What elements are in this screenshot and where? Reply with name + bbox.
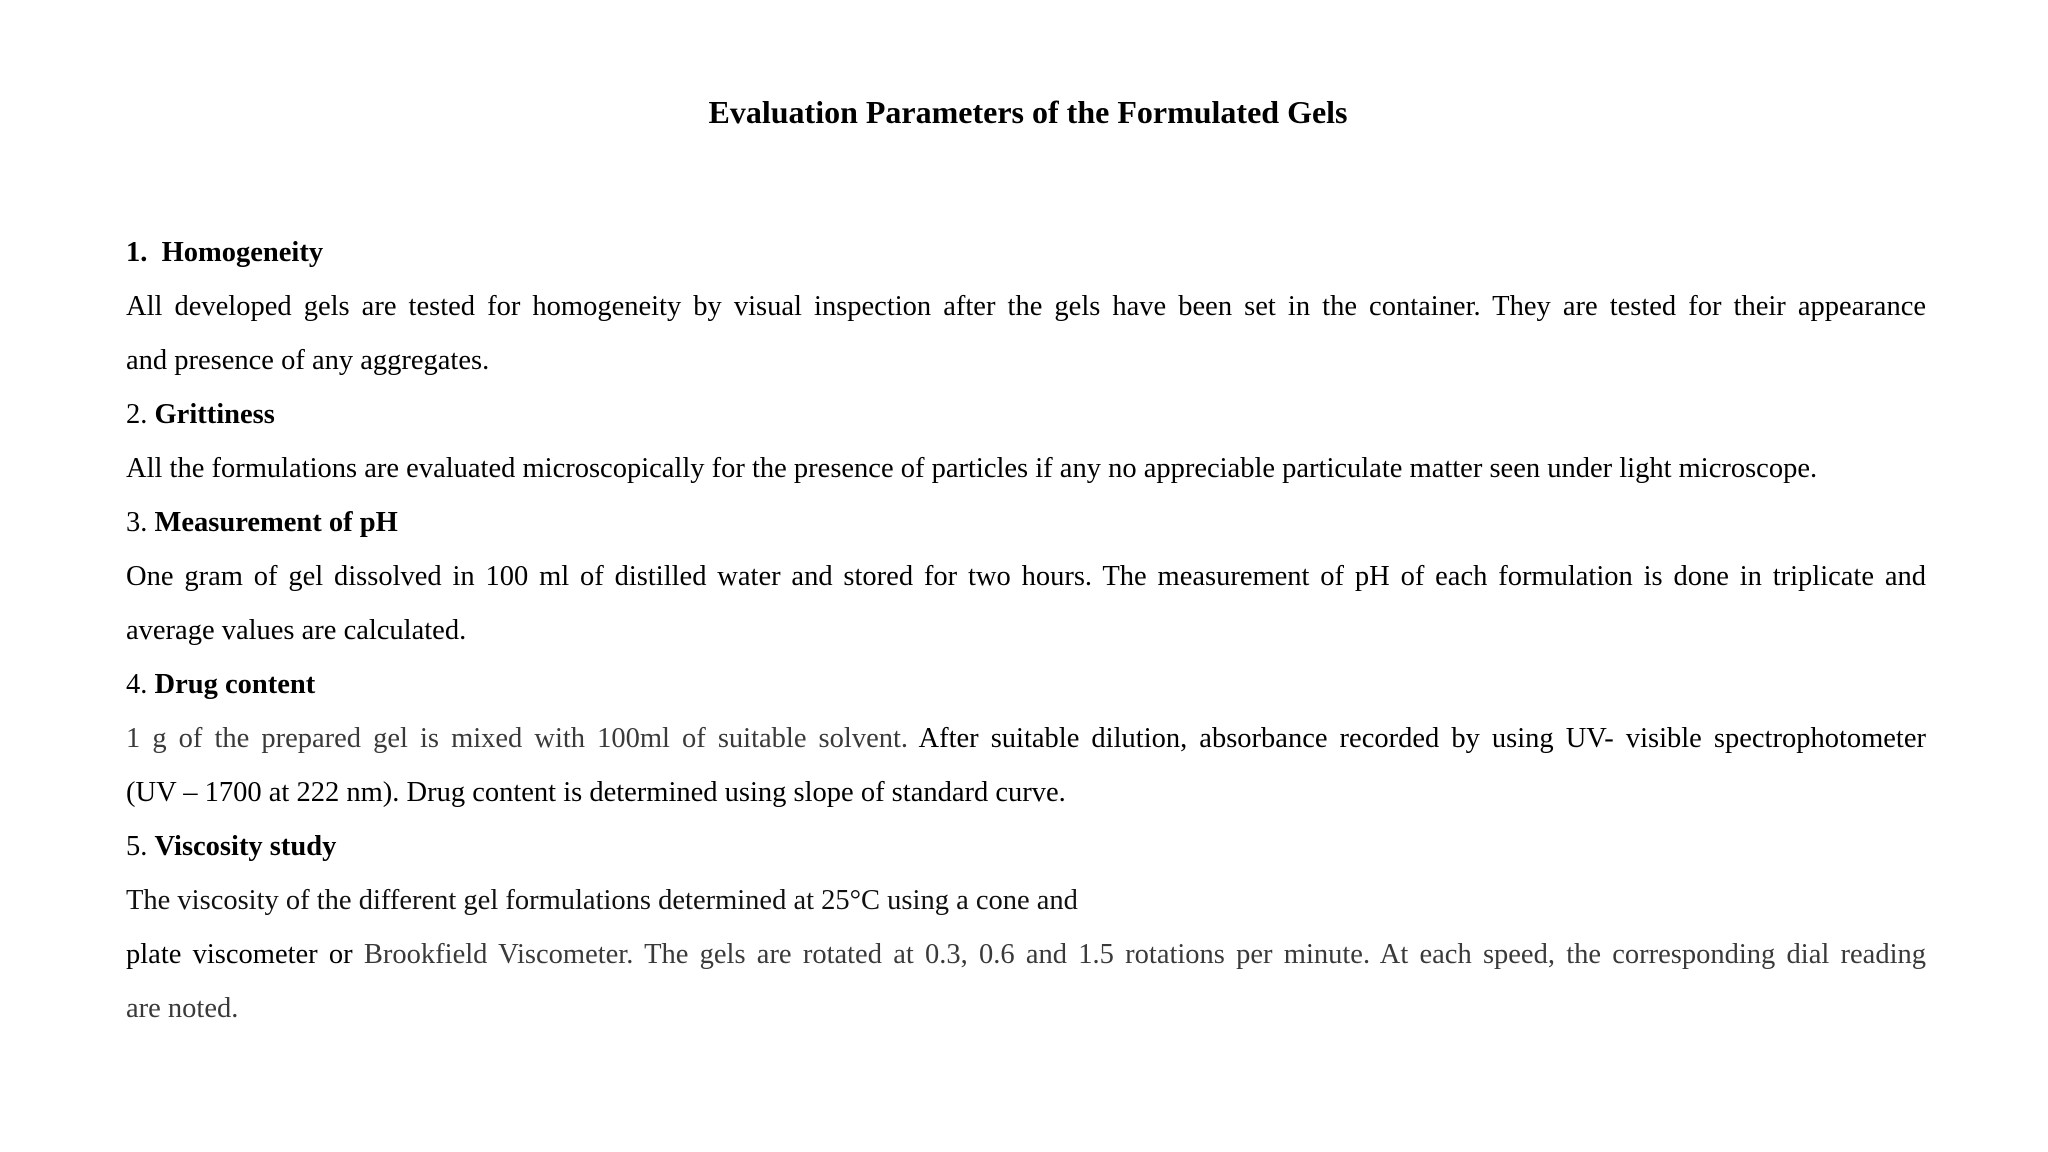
section-heading-text: Grittiness (154, 399, 275, 430)
section-heading-text: Homogeneity (161, 237, 324, 268)
section-heading-drug-content (126, 658, 1926, 712)
paragraph-segment: Brookfield Viscometer. The gels are rotated at 0.3, 0.6 and 1.5 rotations per minute. At each speed, the corresponding dial reading (363, 939, 1927, 970)
paragraph-line: One gram of gel dissolved in 100 ml of distilled water and stored for two hours. The measurement of pH of each formulation is done in triplicate and (126, 561, 1926, 592)
section-number: 1. (126, 237, 162, 268)
document-title: Evaluation Parameters of the Formulated Gels (708, 94, 1348, 130)
paragraph-line: and presence of any aggregates. (126, 345, 490, 376)
paragraph-segment: After suitable dilution, absorbance recorded by using UV- visible spectrophotometer (918, 723, 1926, 754)
paragraph-line (126, 712, 1926, 766)
section-number: 5. (126, 831, 155, 862)
paragraph-line: are noted. (126, 993, 239, 1024)
section-heading-text: Measurement of pH (154, 507, 398, 538)
section-number: 3. (126, 507, 155, 538)
paragraph-line: All the formulations are evaluated microscopically for the presence of particles if any no appreciable particulate matter seen under light microscope. (126, 453, 1818, 484)
section-number: 4. (126, 669, 155, 700)
section-heading-text: Viscosity study (154, 831, 337, 862)
paragraph-line: All developed gels are tested for homogeneity by visual inspection after the gels have been set in the container. They are tested for their appearance (126, 291, 1926, 322)
paragraph-line: The viscosity of the different gel formulations determined at 25°C using a cone and (126, 885, 1078, 916)
paragraph-line (126, 928, 1926, 982)
paragraph-segment: plate viscometer or (126, 939, 364, 970)
paragraph-segment: 1 g of the prepared gel is mixed with 100ml of suitable solvent. (126, 723, 919, 754)
paragraph-line: average values are calculated. (126, 615, 467, 646)
document-body (126, 226, 1926, 1036)
section-heading-homogeneity (126, 226, 1926, 280)
section-heading-ph (126, 496, 1926, 550)
section-heading-grittiness (126, 388, 1926, 442)
paragraph-line: (UV – 1700 at 222 nm). Drug content is determined using slope of standard curve. (126, 777, 1066, 808)
section-heading-text: Drug content (154, 669, 316, 700)
section-number: 2. (126, 399, 155, 430)
section-heading-viscosity (126, 820, 1926, 874)
